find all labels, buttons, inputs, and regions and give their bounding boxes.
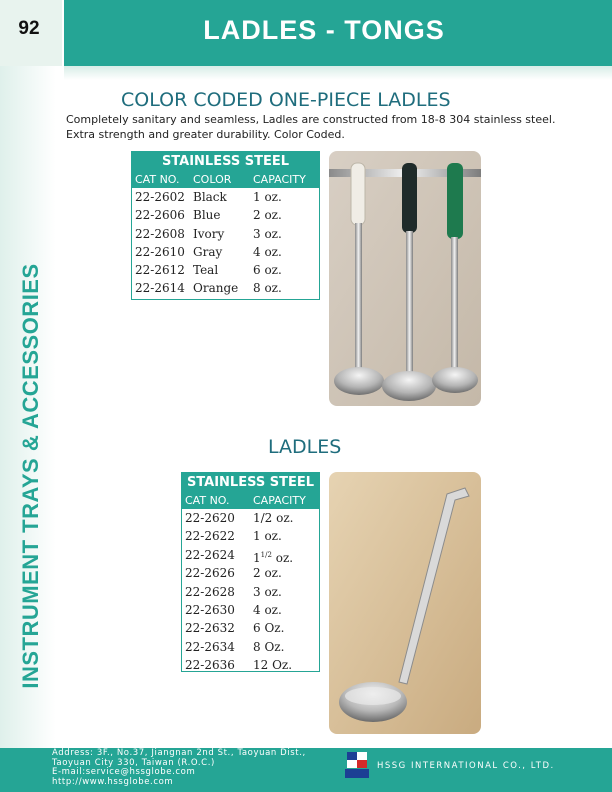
table-row (132, 225, 319, 243)
color-coded-ladles-illustration (329, 151, 481, 406)
table-row (182, 564, 319, 582)
section1-description-line2: Extra strength and greater durability. Color Coded. (66, 128, 345, 141)
color-cell: Black (193, 190, 227, 204)
capacity-cell: 4 oz. (253, 244, 282, 259)
capacity-cell: 4 oz. (253, 602, 282, 617)
table-row (182, 509, 319, 527)
cat-no-cell: 22-2626 (185, 566, 235, 581)
capacity-cell: 1 oz. (253, 529, 282, 544)
sidebar-category-label: INSTRUMENT TRAYS & ACCESSORIES (18, 263, 43, 689)
capacity-cell: 2 oz. (253, 566, 282, 581)
cat-no-cell: 22-2634 (185, 639, 235, 654)
table-row (132, 206, 319, 224)
ladle-photo (329, 472, 481, 734)
page-number: 92 (18, 18, 40, 39)
section2-table-header: STAINLESS STEEL (182, 473, 319, 492)
cat-no-cell: 22-2636 (185, 658, 235, 673)
col-capacity: CAPACITY (253, 173, 306, 186)
capacity-cell: 12 Oz. (253, 658, 293, 673)
cat-no-cell: 22-2608 (135, 226, 185, 241)
capacity-cell: $1^{1/2}$ oz. (253, 550, 294, 565)
capacity-cell: 6 Oz. (253, 621, 285, 636)
capacity-cell: 1 oz. (253, 190, 282, 204)
capacity-cell: 3 oz. (253, 584, 282, 599)
table-row (132, 243, 319, 261)
section1-table-body (132, 188, 319, 298)
color-cell: Teal (193, 263, 219, 278)
color-cell: Gray (193, 244, 223, 259)
section2-table-columns (182, 492, 319, 509)
capacity-cell: 8 oz. (253, 281, 282, 296)
table-row (182, 546, 319, 564)
cat-no-cell: 22-2628 (185, 584, 235, 599)
section2-table-body (182, 509, 319, 675)
table-row (182, 619, 319, 637)
cat-no-cell: 22-2630 (185, 602, 235, 617)
table-row (182, 583, 319, 601)
table-row (182, 638, 319, 656)
section1-table (131, 151, 320, 300)
capacity-cell: 1/2 oz. (253, 511, 294, 525)
col-cat-no: CAT NO. (135, 173, 180, 186)
cat-no-cell: 22-2624 (185, 547, 235, 562)
section1-table-columns (132, 171, 319, 188)
footer-contact (52, 749, 306, 788)
capacity-cell: 3 oz. (253, 226, 282, 241)
table-row (132, 188, 319, 206)
header-bar (64, 0, 612, 66)
table-row (132, 279, 319, 297)
header-gradient-band (64, 66, 612, 80)
address-line2: Taoyuan City 330, Taiwan (R.O.C.) (52, 757, 215, 768)
cat-no-cell: 22-2622 (185, 529, 235, 544)
cat-no-cell: 22-2606 (135, 208, 185, 223)
color-cell: Blue (193, 208, 221, 223)
header-title: LADLES - TONGS (203, 15, 445, 45)
table-row (132, 261, 319, 279)
sidebar (0, 66, 62, 748)
section1-table-header: STAINLESS STEEL (132, 152, 319, 171)
section1-description-line1: Completely sanitary and seamless, Ladles are constructed from 18-8 304 stainless steel. (66, 113, 556, 126)
section2-table (181, 472, 320, 672)
address-line1: Address: 3F., No.37, Jiangnan 2nd St., Taoyuan Dist., (52, 748, 306, 758)
col-capacity: CAPACITY (253, 494, 306, 507)
color-coded-ladles-photo (329, 151, 481, 406)
capacity-cell: 8 Oz. (253, 639, 285, 654)
table-row (182, 527, 319, 545)
company-name: HSSG INTERNATIONAL CO., LTD. (377, 761, 555, 771)
capacity-cell: 2 oz. (253, 208, 282, 223)
table-row (182, 601, 319, 619)
cat-no-cell: 22-2632 (185, 621, 235, 636)
capacity-cell: 6 oz. (253, 263, 282, 278)
page-number-box (0, 0, 62, 66)
section1-description (66, 112, 586, 142)
col-color: COLOR (193, 173, 232, 186)
cat-no-cell: 22-2610 (135, 244, 185, 259)
cat-no-cell: 22-2612 (135, 263, 185, 278)
cat-no-cell: 22-2620 (185, 511, 235, 525)
cat-no-cell: 22-2614 (135, 281, 185, 296)
section1-title: COLOR CODED ONE-PIECE LADLES (121, 89, 451, 111)
email-link[interactable]: E-mail:service@hssglobe.com (52, 767, 196, 778)
col-cat-no: CAT NO. (185, 494, 230, 507)
color-cell: Orange (193, 281, 239, 296)
section2-title: LADLES (268, 436, 342, 458)
color-cell: Ivory (193, 226, 225, 241)
ladle-illustration (329, 472, 481, 734)
website-link[interactable]: http://www.hssglobe.com (52, 777, 174, 788)
table-row (182, 656, 319, 674)
cat-no-cell: 22-2602 (135, 190, 185, 204)
company-logo-icon (345, 752, 369, 780)
